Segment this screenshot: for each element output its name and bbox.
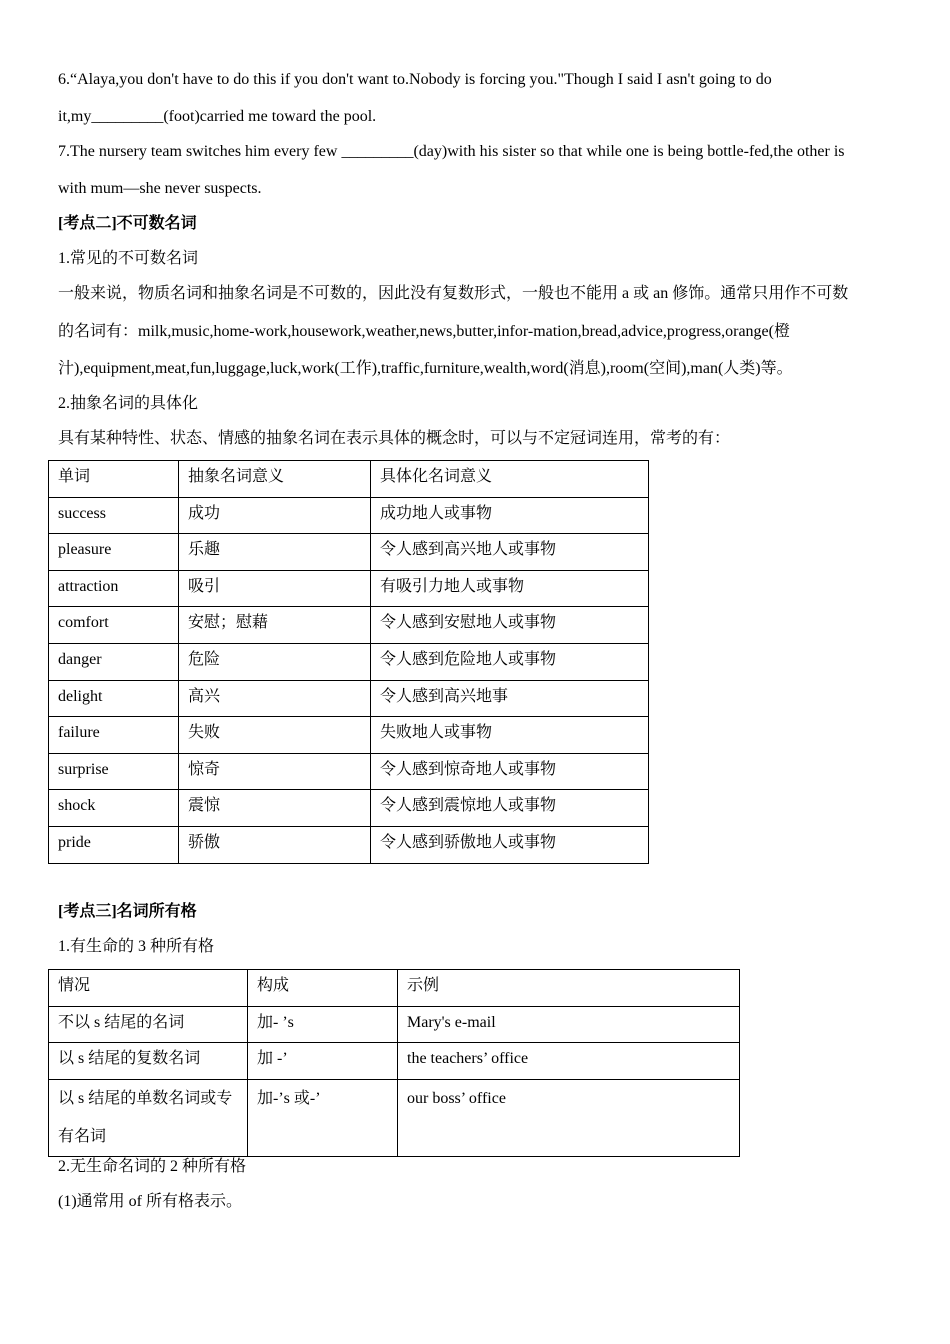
table-cell: Mary's e-mail bbox=[398, 1006, 740, 1043]
table-header-row bbox=[49, 461, 649, 498]
table-header-cell: 具体化名词意义 bbox=[371, 461, 649, 498]
table-cell: attraction bbox=[49, 570, 179, 607]
abstract-noun-table bbox=[48, 460, 649, 864]
table-header-cell: 示例 bbox=[398, 970, 740, 1007]
table-cell-line: 以 s 结尾的单数名词或专 bbox=[58, 1089, 233, 1107]
table-cell: 以 s 结尾的复数名词 bbox=[49, 1043, 248, 1080]
q7-line2: with mum—she never suspects. bbox=[58, 180, 262, 197]
table-row bbox=[49, 790, 649, 827]
section2-intro: 具有某种特性、状态、情感的抽象名词在表示具体的概念时，可以与不定冠词连用，常考的有： bbox=[58, 430, 731, 447]
table-cell: 加-’s 或-’ bbox=[248, 1079, 398, 1156]
table-row bbox=[49, 570, 649, 607]
table-cell: 骄傲 bbox=[179, 826, 371, 863]
table-cell: 不以 s 结尾的名词 bbox=[49, 1006, 248, 1043]
table-cell: surprise bbox=[49, 753, 179, 790]
table-cell: 令人感到安慰地人或事物 bbox=[371, 607, 649, 644]
table-cell: 安慰；慰藉 bbox=[179, 607, 371, 644]
table-cell: 加 -’ bbox=[248, 1043, 398, 1080]
table-cell: 震惊 bbox=[179, 790, 371, 827]
section3-sub2-item1: (1)通常用 of 所有格表示。 bbox=[58, 1193, 242, 1210]
table-cell: 有吸引力地人或事物 bbox=[371, 570, 649, 607]
table-cell-line: 有名词 bbox=[58, 1127, 107, 1145]
table-cell: 令人感到骄傲地人或事物 bbox=[371, 826, 649, 863]
table-row bbox=[49, 717, 649, 754]
table-cell: 令人感到高兴地人或事物 bbox=[371, 534, 649, 571]
table-row bbox=[49, 534, 649, 571]
section2-para-line3: 汁),equipment,meat,fun,luggage,luck,work(工作),traffic,furniture,wealth,word(消息),room(空间),man(人类)等。 bbox=[58, 360, 793, 377]
table-row bbox=[49, 1006, 740, 1043]
section2-heading: [考点二]不可数名词 bbox=[58, 215, 197, 232]
table-row bbox=[49, 826, 649, 863]
table-cell: 令人感到惊奇地人或事物 bbox=[371, 753, 649, 790]
table-header-cell: 构成 bbox=[248, 970, 398, 1007]
table-row bbox=[49, 1079, 740, 1156]
table-cell: 加- ’s bbox=[248, 1006, 398, 1043]
table-cell: 失败 bbox=[179, 717, 371, 754]
section2-para-line2: 的名词有：milk,music,home-work,housework,weather,news,butter,infor-mation,bread,advice,progress,orange(橙 bbox=[58, 323, 790, 340]
table-row bbox=[49, 753, 649, 790]
table-cell: 惊奇 bbox=[179, 753, 371, 790]
table-row bbox=[49, 680, 649, 717]
section2-sub1: 1.常见的不可数名词 bbox=[58, 250, 199, 267]
section2-sub2: 2.抽象名词的具体化 bbox=[58, 395, 199, 412]
table-cell: 令人感到高兴地事 bbox=[371, 680, 649, 717]
table-cell: 令人感到震惊地人或事物 bbox=[371, 790, 649, 827]
section3-heading: [考点三]名词所有格 bbox=[58, 903, 197, 920]
q7-line1: 7.The nursery team switches him every few _________(day)with his sister so that while one is being bottle-fed,the other is bbox=[58, 143, 845, 160]
table-cell: 吸引 bbox=[179, 570, 371, 607]
table-cell: pride bbox=[49, 826, 179, 863]
q6-line2: it,my_________(foot)carried me toward the pool. bbox=[58, 108, 377, 125]
table-cell: success bbox=[49, 497, 179, 534]
table-row bbox=[49, 643, 649, 680]
table-cell: delight bbox=[49, 680, 179, 717]
table-cell: 危险 bbox=[179, 643, 371, 680]
table-cell: 失败地人或事物 bbox=[371, 717, 649, 754]
table-cell: 乐趣 bbox=[179, 534, 371, 571]
table-header-row bbox=[49, 970, 740, 1007]
table-cell: 成功 bbox=[179, 497, 371, 534]
table-cell: 高兴 bbox=[179, 680, 371, 717]
table-row bbox=[49, 1043, 740, 1080]
section3-sub2: 2.无生命名词的 2 种所有格 bbox=[58, 1158, 247, 1175]
table-cell: pleasure bbox=[49, 534, 179, 571]
table-row bbox=[49, 607, 649, 644]
table-cell: failure bbox=[49, 717, 179, 754]
section2-para-line1: 一般来说，物质名词和抽象名词是不可数的，因此没有复数形式，一般也不能用 a 或 an 修饰。通常只用作不可数 bbox=[58, 285, 849, 302]
q6-line1: 6.“Alaya,you don't have to do this if you don't want to.Nobody is forcing you."Though I said I asn't going to do bbox=[58, 71, 772, 88]
table-header-cell: 情况 bbox=[49, 970, 248, 1007]
table-row bbox=[49, 497, 649, 534]
table-cell: shock bbox=[49, 790, 179, 827]
table-cell: the teachers’ office bbox=[398, 1043, 740, 1080]
table-cell: comfort bbox=[49, 607, 179, 644]
table-cell: our boss’ office bbox=[398, 1079, 740, 1156]
table-cell: danger bbox=[49, 643, 179, 680]
table-header-cell: 抽象名词意义 bbox=[179, 461, 371, 498]
table-header-cell: 单词 bbox=[49, 461, 179, 498]
table-cell bbox=[49, 1079, 248, 1156]
section3-sub1: 1.有生命的 3 种所有格 bbox=[58, 938, 215, 955]
possessive-table bbox=[48, 969, 740, 1157]
table-cell: 令人感到危险地人或事物 bbox=[371, 643, 649, 680]
table-cell: 成功地人或事物 bbox=[371, 497, 649, 534]
